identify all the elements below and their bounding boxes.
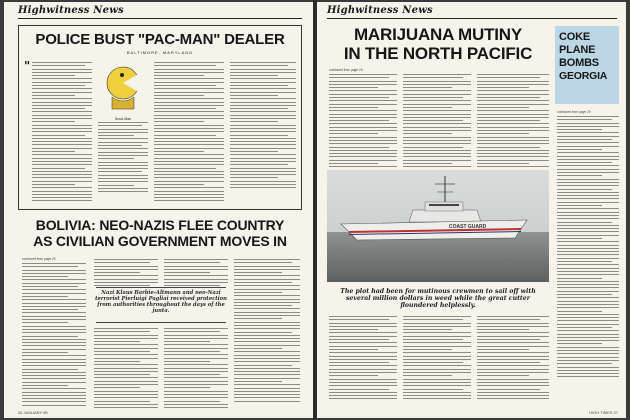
sidebar-continued-note: continued from page 20 bbox=[557, 110, 591, 114]
sidebar-column bbox=[557, 116, 619, 380]
dateline: BALTIMORE, MARYLAND bbox=[126, 50, 194, 55]
story2-column-4 bbox=[234, 259, 300, 404]
story2-column-2a bbox=[94, 259, 158, 289]
mutiny-column-1b bbox=[329, 316, 397, 402]
coast-guard-cutter-photo bbox=[327, 170, 549, 282]
left-page bbox=[4, 2, 313, 418]
story2-column-1 bbox=[22, 263, 86, 408]
pullquote: Nazi Klaus Barbie-Altmann and neo-Nazi terrorist Pierluigi Pagliai received protection from authorities throughout the days of the junta. bbox=[95, 290, 227, 314]
photo-credit-rule bbox=[551, 205, 555, 206]
mutiny-column-3b bbox=[477, 316, 549, 402]
mutiny-column-2b bbox=[403, 316, 471, 402]
story2-column-2b bbox=[94, 328, 158, 410]
section-label: Highwitness News bbox=[18, 5, 124, 16]
drop-quote-mark: " bbox=[24, 59, 31, 73]
header-rule bbox=[327, 18, 617, 19]
photo-caption: The plot had been for mutinous crewmen to sail off with several million dollars in weed while the great cutter floundered helplessly. bbox=[340, 288, 536, 310]
sidebar-headline-line1: COKE bbox=[559, 31, 590, 43]
sidebar-headline-line3: BOMBS bbox=[559, 57, 599, 69]
headline-mutiny-line1: MARIJUANA MUTINY bbox=[353, 25, 523, 44]
story1-column-2b bbox=[98, 122, 148, 195]
story1-column-4 bbox=[230, 62, 296, 191]
headline-bolivia-line1: BOLIVIA: NEO-NAZIS FLEE COUNTRY bbox=[35, 217, 285, 233]
illustration-caption: Smur-Man bbox=[114, 117, 132, 121]
hull-marking: COAST GUARD bbox=[449, 224, 487, 230]
pullquote-rule-bottom bbox=[96, 322, 226, 323]
sidebar-headline-line2: PLANE bbox=[559, 44, 596, 56]
sidebar-headline-line4: GEORGIA bbox=[559, 70, 608, 82]
story1-column-3 bbox=[154, 62, 224, 204]
header-rule bbox=[18, 18, 302, 19]
story2-column-3b bbox=[164, 328, 228, 410]
page-folio-left: 26 JANUARY 85 bbox=[18, 410, 48, 415]
section-label: Highwitness News bbox=[327, 5, 433, 16]
headline-bolivia-line2: AS CIVILIAN GOVERNMENT MOVES IN bbox=[33, 233, 287, 249]
right-page bbox=[317, 2, 626, 418]
smur-man-illustration bbox=[98, 61, 148, 119]
headline-pac-man: POLICE BUST "PAC-MAN" DEALER bbox=[35, 31, 285, 48]
continued-note: continued from page 19 bbox=[329, 68, 363, 72]
continued-note: continued from page 20 bbox=[22, 257, 56, 261]
page-folio-right: HIGH TIMES 27 bbox=[589, 410, 618, 415]
headline-mutiny-line2: IN THE NORTH PACIFIC bbox=[343, 44, 533, 63]
story2-column-3a bbox=[164, 259, 228, 289]
story1-column-1 bbox=[32, 62, 92, 204]
